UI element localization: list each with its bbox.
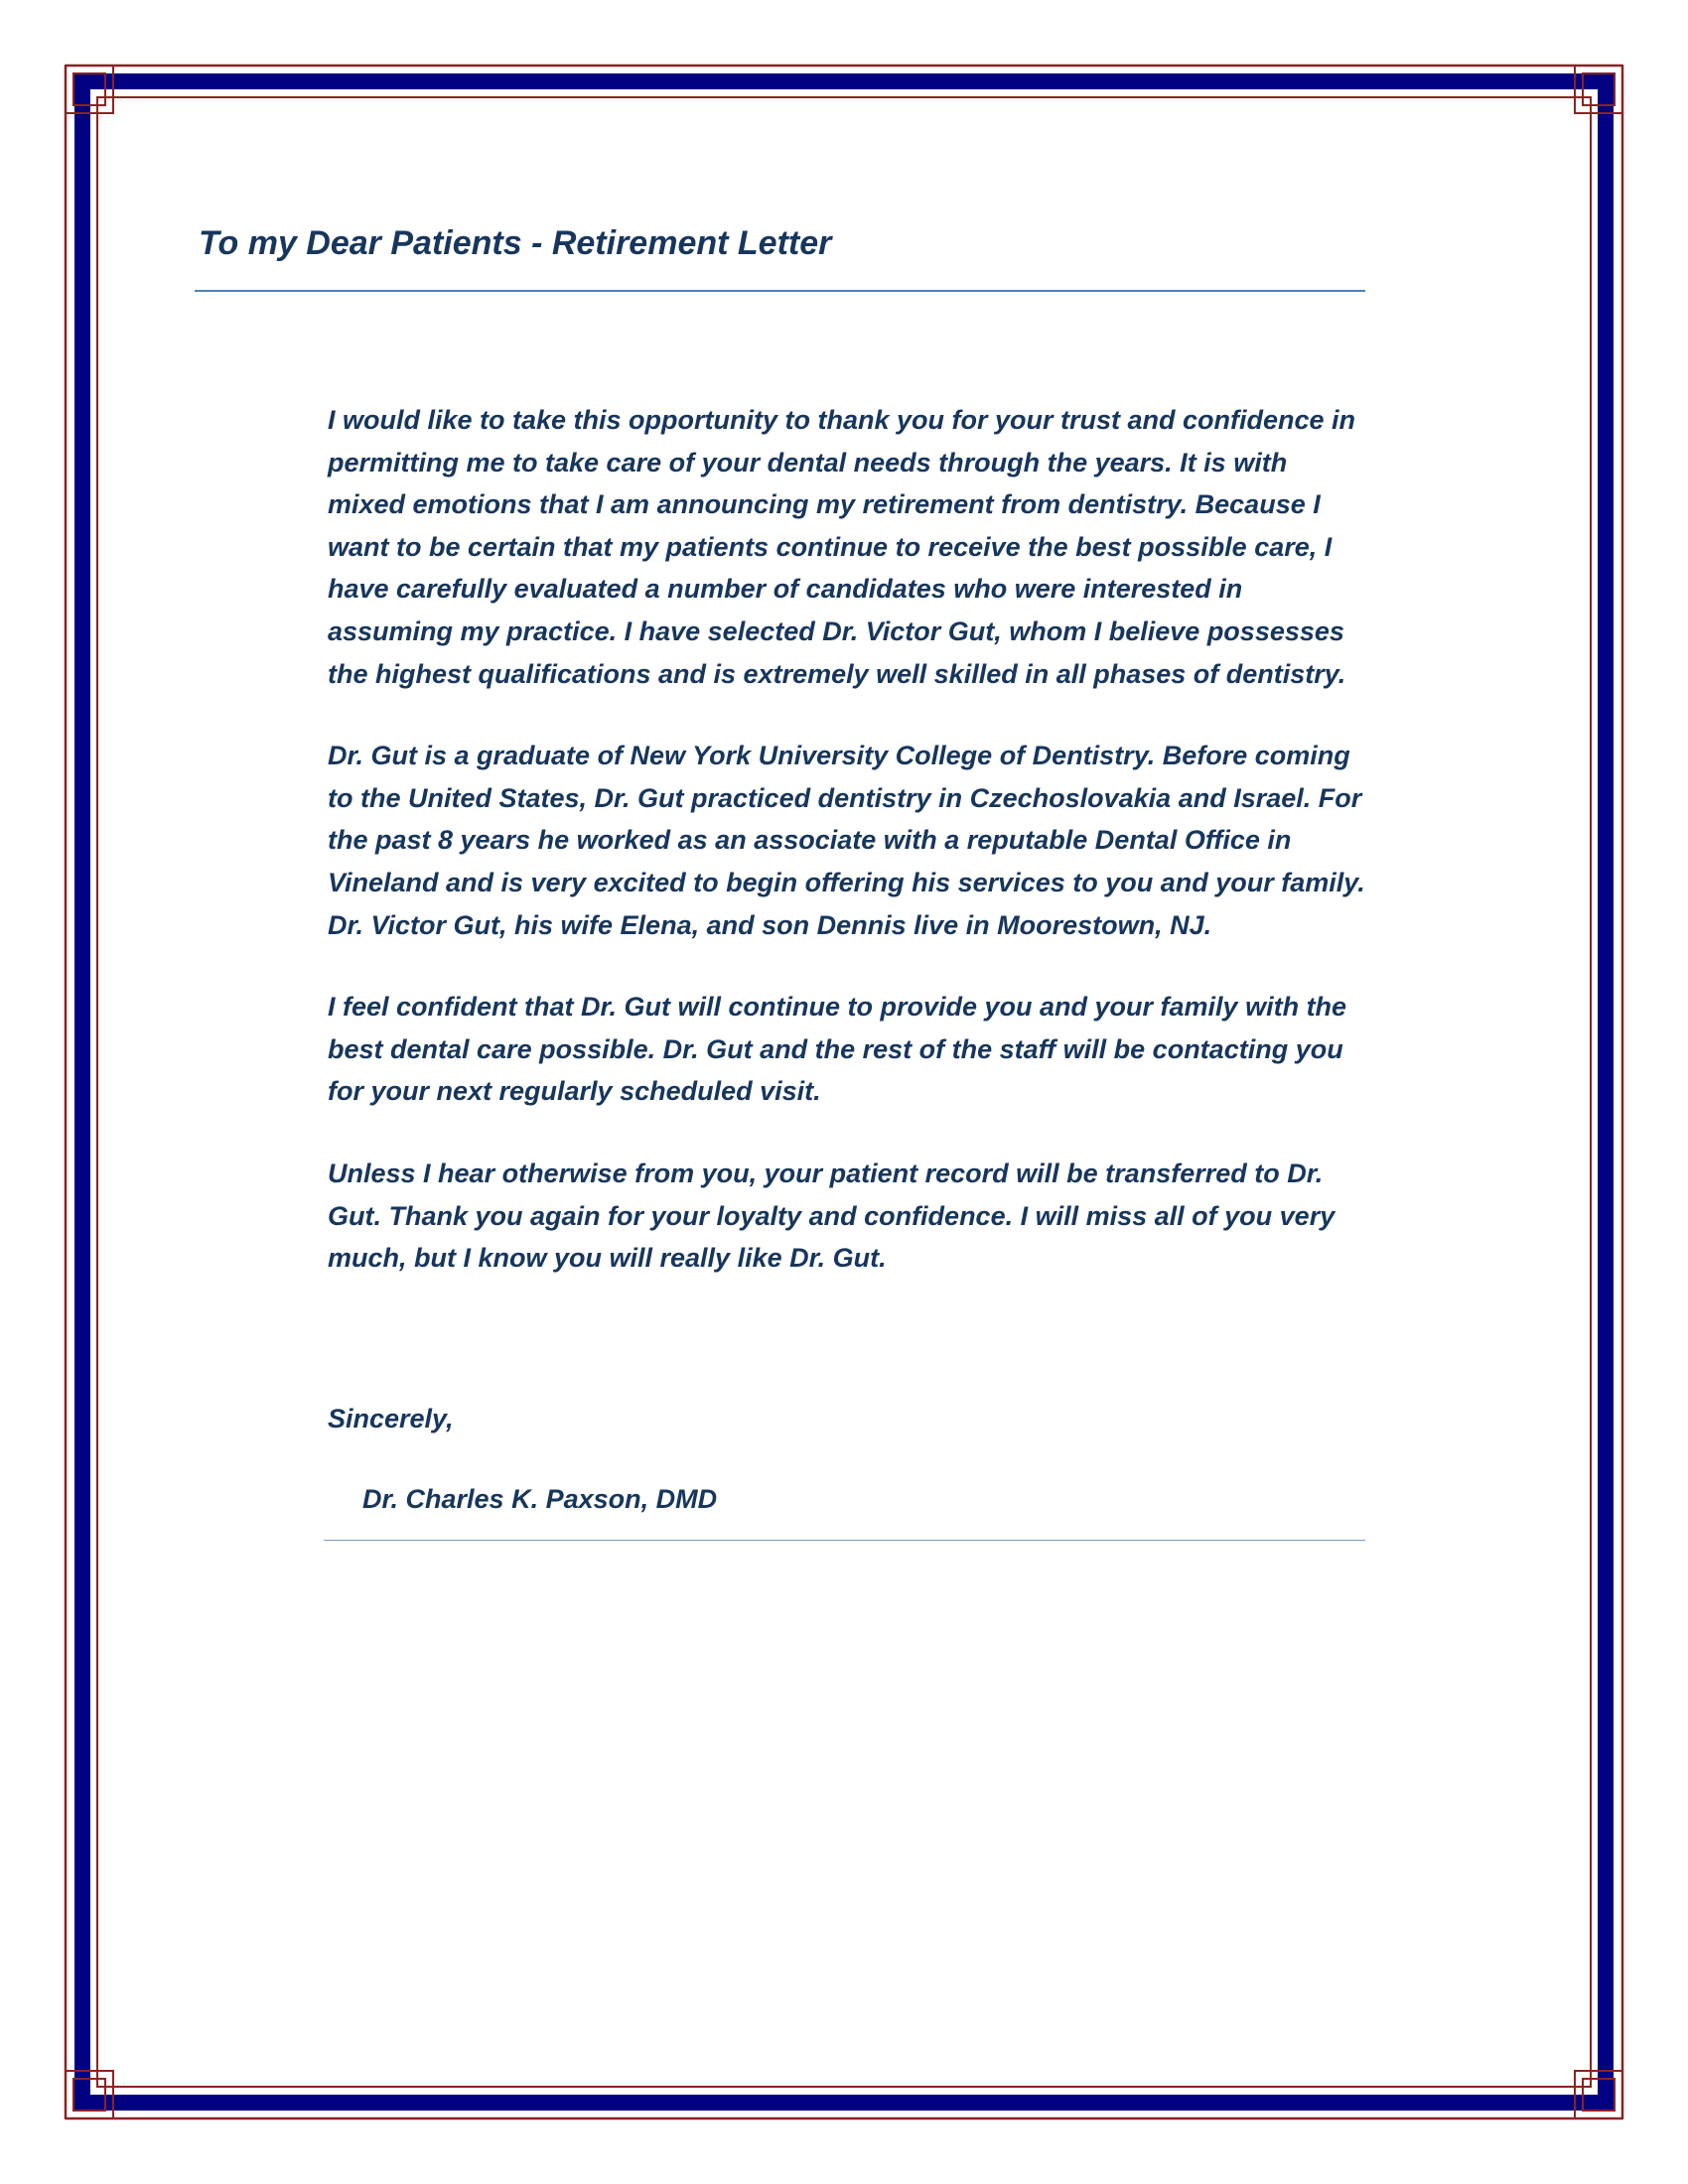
line: assuming my practice. I have selected Dr. Victor Gut, whom I believe possesses [328, 615, 1344, 646]
line: permitting me to take care of your dental needs through the years. It is with [328, 447, 1288, 478]
closing-salutation: Sincerely, [328, 1404, 454, 1433]
line: the past 8 years he worked as an associate with a reputable Dental Office in [328, 825, 1292, 856]
paragraph-records-transfer [328, 1153, 1380, 1280]
line: mixed emotions that I am announcing my retirement from dentistry. Because I [328, 489, 1321, 520]
signature-divider [324, 1540, 1365, 1541]
line: I would like to take this opportunity to thank you for your trust and confidence in [328, 405, 1356, 435]
line: Dr. Gut is a graduate of New York University College of Dentistry. Before coming [328, 741, 1350, 771]
line: to the United States, Dr. Gut practiced dentistry in Czechoslovakia and Israel. For [328, 782, 1362, 813]
line: Vineland and is very excited to begin offering his services to you and your family. [328, 867, 1365, 897]
line: Gut. Thank you again for your loyalty and confidence. I will miss all of you very [328, 1200, 1336, 1231]
paragraph-thanks [328, 399, 1380, 695]
line: best dental care possible. Dr. Gut and the rest of the staff will be contacting you [328, 1033, 1343, 1064]
title-divider [195, 290, 1365, 292]
paragraph-confidence [328, 986, 1380, 1113]
line: I feel confident that Dr. Gut will continue to provide you and your family with the [328, 992, 1347, 1023]
line: much, but I know you will really like Dr. Gut. [328, 1243, 887, 1274]
line: Dr. Victor Gut, his wife Elena, and son Dennis live in Moorestown, NJ. [328, 909, 1212, 940]
letter-title: To my Dear Patients - Retirement Letter [199, 224, 832, 262]
signature-name: Dr. Charles K. Paxson, DMD [362, 1484, 718, 1514]
line: Unless I hear otherwise from you, your patient record will be transferred to Dr. [328, 1158, 1324, 1188]
line: want to be certain that my patients continue to receive the best possible care, I [328, 531, 1333, 562]
line: for your next regularly scheduled visit. [328, 1076, 821, 1107]
line: have carefully evaluated a number of candidates who were interested in [328, 574, 1243, 605]
paragraph-successor-background [328, 735, 1380, 946]
letter-body [328, 399, 1380, 1319]
line: the highest qualifications and is extremely well skilled in all phases of dentistry. [328, 658, 1346, 689]
